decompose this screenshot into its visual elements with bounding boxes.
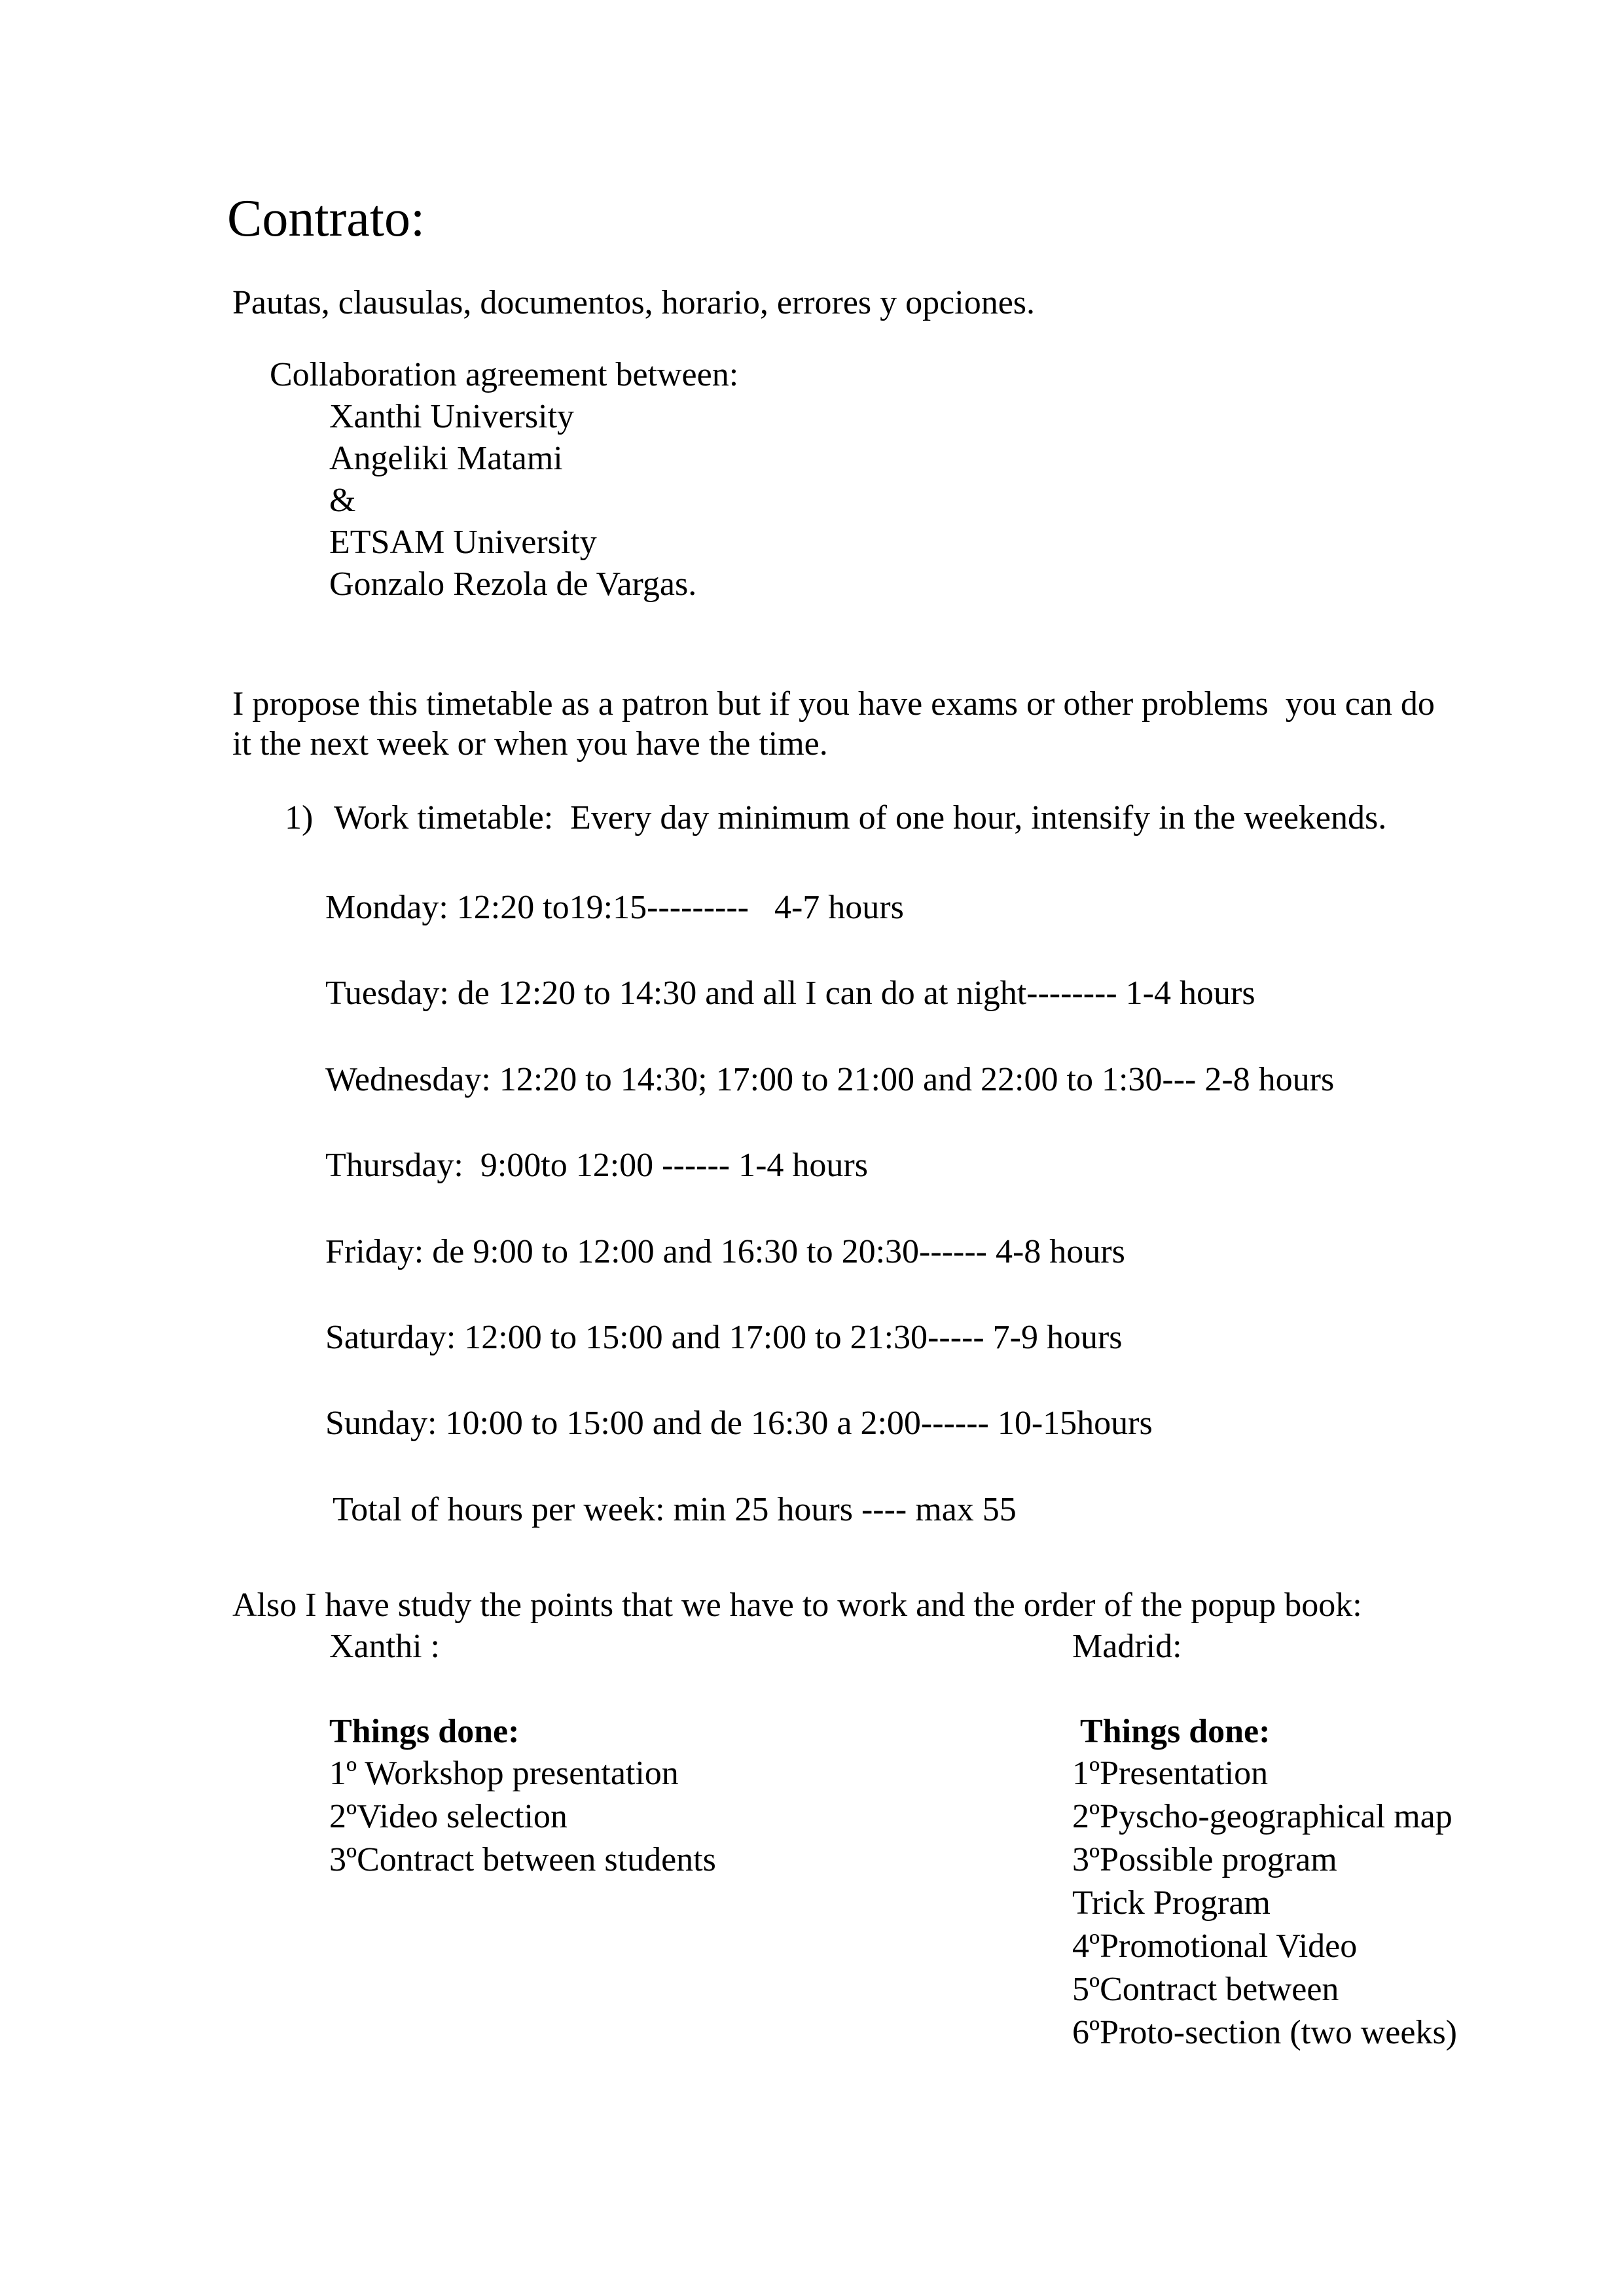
xanthi-item-workshop-presentation: 1º Workshop presentation <box>329 1755 679 1792</box>
timetable-day-friday: Friday: de 9:00 to 12:00 and 16:30 to 20:30------ 4-8 hours <box>325 1233 1125 1270</box>
timetable-day-saturday: Saturday: 12:00 to 15:00 and 17:00 to 21:30----- 7-9 hours <box>325 1319 1123 1356</box>
document-subtitle: Pautas, clausulas, documentos, horario, errores y opciones. <box>232 284 1036 321</box>
madrid-item-pyscho-geographical-map: 2ºPyscho-geographical map <box>1072 1798 1453 1835</box>
timetable-day-thursday: Thursday: 9:00to 12:00 ------ 1-4 hours <box>325 1147 868 1184</box>
agreement-intro: Collaboration agreement between: <box>270 356 739 393</box>
xanthi-item-video-selection: 2ºVideo selection <box>329 1798 568 1835</box>
timetable-day-tuesday: Tuesday: de 12:20 to 14:30 and all I can do at night-------- 1-4 hours <box>325 975 1255 1012</box>
timetable-day-monday: Monday: 12:20 to19:15--------- 4-7 hours <box>325 889 904 926</box>
madrid-item-possible-program: 3ºPossible program <box>1072 1841 1337 1878</box>
agreement-party-ampersand: & <box>329 482 356 519</box>
timetable-heading: Work timetable: Every day minimum of one hour, intensify in the weekends. <box>334 799 1387 836</box>
timetable-day-wednesday: Wednesday: 12:20 to 14:30; 17:00 to 21:00 and 22:00 to 1:30--- 2-8 hours <box>325 1061 1335 1098</box>
agreement-party-etsam-university: ETSAM University <box>329 524 597 561</box>
agreement-parties <box>329 396 696 605</box>
proposal-line-1: I propose this timetable as a patron but if you have exams or other problems you can do <box>232 685 1435 723</box>
proposal-paragraph <box>232 684 1435 764</box>
proposal-line-2: it the next week or when you have the time. <box>232 725 828 762</box>
xanthi-item-contract-between-students: 3ºContract between students <box>329 1841 716 1878</box>
madrid-item-promotional-video: 4ºPromotional Video <box>1072 1928 1358 1965</box>
document-title: Contrato: <box>227 190 425 247</box>
things-done-header-right: Things done: <box>1080 1713 1271 1750</box>
column-title-madrid: Madrid: <box>1072 1628 1182 1665</box>
agreement-party-xanthi-university: Xanthi University <box>329 398 575 435</box>
timetable-list-number: 1) <box>285 799 314 836</box>
timetable-total: Total of hours per week: min 25 hours ---- max 55 <box>333 1491 1017 1528</box>
things-done-list-xanthi <box>329 1752 716 1882</box>
agreement-party-gonzalo-rezola: Gonzalo Rezola de Vargas. <box>329 565 697 603</box>
things-done-list-madrid <box>1072 1752 1457 2054</box>
column-title-xanthi: Xanthi : <box>329 1628 440 1665</box>
things-done-header-left: Things done: <box>329 1713 520 1750</box>
timetable-day-sunday: Sunday: 10:00 to 15:00 and de 16:30 a 2:00------ 10-15hours <box>325 1405 1153 1442</box>
madrid-item-proto-section: 6ºProto-section (two weeks) <box>1072 2014 1457 2051</box>
study-note: Also I have study the points that we have to work and the order of the popup book: <box>232 1587 1362 1624</box>
madrid-item-contract-between: 5ºContract between <box>1072 1971 1339 2008</box>
agreement-party-angeliki-matami: Angeliki Matami <box>329 440 563 477</box>
madrid-item-trick-program: Trick Program <box>1072 1884 1271 1922</box>
madrid-item-presentation: 1ºPresentation <box>1072 1755 1269 1792</box>
